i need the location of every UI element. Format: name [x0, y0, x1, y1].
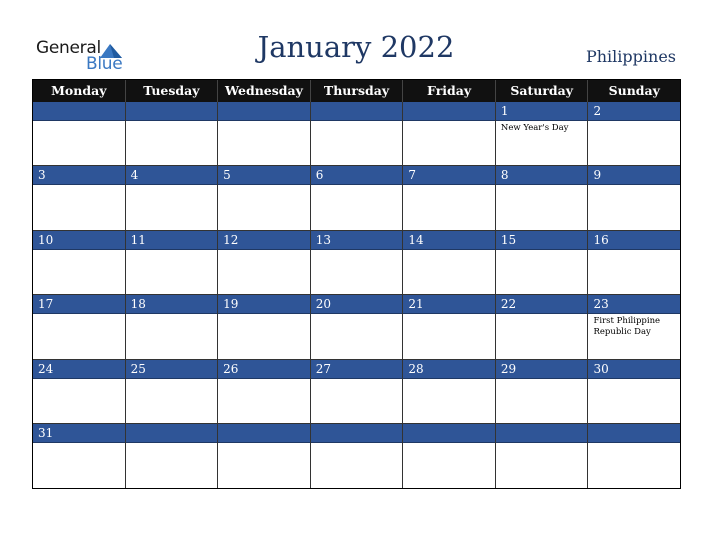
day-cell: [588, 295, 680, 359]
day-number: 30: [588, 360, 680, 379]
day-cell: [496, 295, 589, 359]
day-number: 19: [218, 295, 310, 314]
day-cell: [403, 166, 496, 230]
day-number: 17: [33, 295, 125, 314]
day-cell: [218, 295, 311, 359]
weekday-saturday: Saturday: [496, 80, 589, 102]
day-number: 2: [588, 102, 680, 121]
day-cell: [496, 231, 589, 295]
day-cell: [126, 360, 219, 424]
day-number: 26: [218, 360, 310, 379]
day-number: [126, 424, 218, 443]
day-number: 15: [496, 231, 588, 250]
day-cell: [403, 424, 496, 488]
weekday-thursday: Thursday: [311, 80, 404, 102]
day-number: 21: [403, 295, 495, 314]
day-cell: [403, 360, 496, 424]
day-number: [126, 102, 218, 121]
day-cell: [33, 102, 126, 166]
day-number: 31: [33, 424, 125, 443]
day-cell: [33, 295, 126, 359]
day-number: 7: [403, 166, 495, 185]
weekday-friday: Friday: [403, 80, 496, 102]
day-number: [588, 424, 680, 443]
day-cell: [218, 166, 311, 230]
day-number: 1: [496, 102, 588, 121]
day-number: [403, 102, 495, 121]
logo-text-blue: Blue: [86, 54, 123, 74]
day-number: 12: [218, 231, 310, 250]
day-cell: [496, 166, 589, 230]
day-cell: [126, 102, 219, 166]
day-cell: [218, 231, 311, 295]
day-number: 24: [33, 360, 125, 379]
holiday-label: First Philippine Republic Day: [593, 316, 661, 338]
day-number: [33, 102, 125, 121]
day-number: [403, 424, 495, 443]
day-number: 27: [311, 360, 403, 379]
calendar-weeks: [33, 102, 680, 488]
weekday-monday: Monday: [33, 80, 126, 102]
day-number: 23: [588, 295, 680, 314]
calendar-title: January 2022: [257, 30, 455, 64]
weekday-sunday: Sunday: [608, 83, 660, 98]
country-label: Philippines: [585, 47, 676, 66]
weekday-wednesday: Wednesday: [218, 80, 311, 102]
day-cell: [126, 231, 219, 295]
day-number: [496, 424, 588, 443]
day-number: 29: [496, 360, 588, 379]
day-number: 13: [311, 231, 403, 250]
week-row: [33, 295, 680, 359]
day-cell: [33, 360, 126, 424]
day-number: 5: [218, 166, 310, 185]
day-cell: [496, 424, 589, 488]
day-number: 28: [403, 360, 495, 379]
day-cell: [588, 231, 680, 295]
day-cell: [218, 360, 311, 424]
week-row: [33, 102, 680, 166]
holiday-label: New Year's Day: [500, 123, 569, 133]
day-number: 9: [588, 166, 680, 185]
day-number: 16: [588, 231, 680, 250]
day-cell: [311, 424, 404, 488]
day-number: 11: [126, 231, 218, 250]
day-cell: [126, 166, 219, 230]
day-number: 22: [496, 295, 588, 314]
day-cell: [588, 360, 680, 424]
day-number: 10: [33, 231, 125, 250]
day-number: [311, 102, 403, 121]
month-calendar: [32, 79, 681, 489]
day-cell: [496, 102, 589, 166]
day-number: 4: [126, 166, 218, 185]
week-row: [33, 424, 680, 488]
day-cell: [403, 295, 496, 359]
day-cell: [403, 102, 496, 166]
day-cell: [588, 166, 680, 230]
day-cell: [218, 424, 311, 488]
day-cell: [311, 231, 404, 295]
week-row: [33, 166, 680, 230]
day-cell: [218, 102, 311, 166]
weekday-header-row: [33, 80, 680, 102]
day-number: 20: [311, 295, 403, 314]
logo-text-general: General: [36, 38, 101, 58]
day-cell: [126, 295, 219, 359]
day-cell: [33, 166, 126, 230]
day-cell: [311, 166, 404, 230]
day-number: 18: [126, 295, 218, 314]
day-cell: [311, 295, 404, 359]
day-cell: [588, 102, 680, 166]
week-row: [33, 231, 680, 295]
weekday-tuesday: Tuesday: [126, 80, 219, 102]
day-number: [218, 424, 310, 443]
day-number: [311, 424, 403, 443]
day-number: 25: [126, 360, 218, 379]
day-number: 14: [403, 231, 495, 250]
day-cell: [403, 231, 496, 295]
day-cell: [126, 424, 219, 488]
day-number: 6: [311, 166, 403, 185]
day-cell: [311, 102, 404, 166]
day-cell: [496, 360, 589, 424]
day-cell: [311, 360, 404, 424]
day-cell: [33, 231, 126, 295]
day-cell: [33, 424, 126, 488]
day-number: 3: [33, 166, 125, 185]
day-number: 8: [496, 166, 588, 185]
day-number: [218, 102, 310, 121]
day-cell: [588, 424, 680, 488]
week-row: [33, 360, 680, 424]
